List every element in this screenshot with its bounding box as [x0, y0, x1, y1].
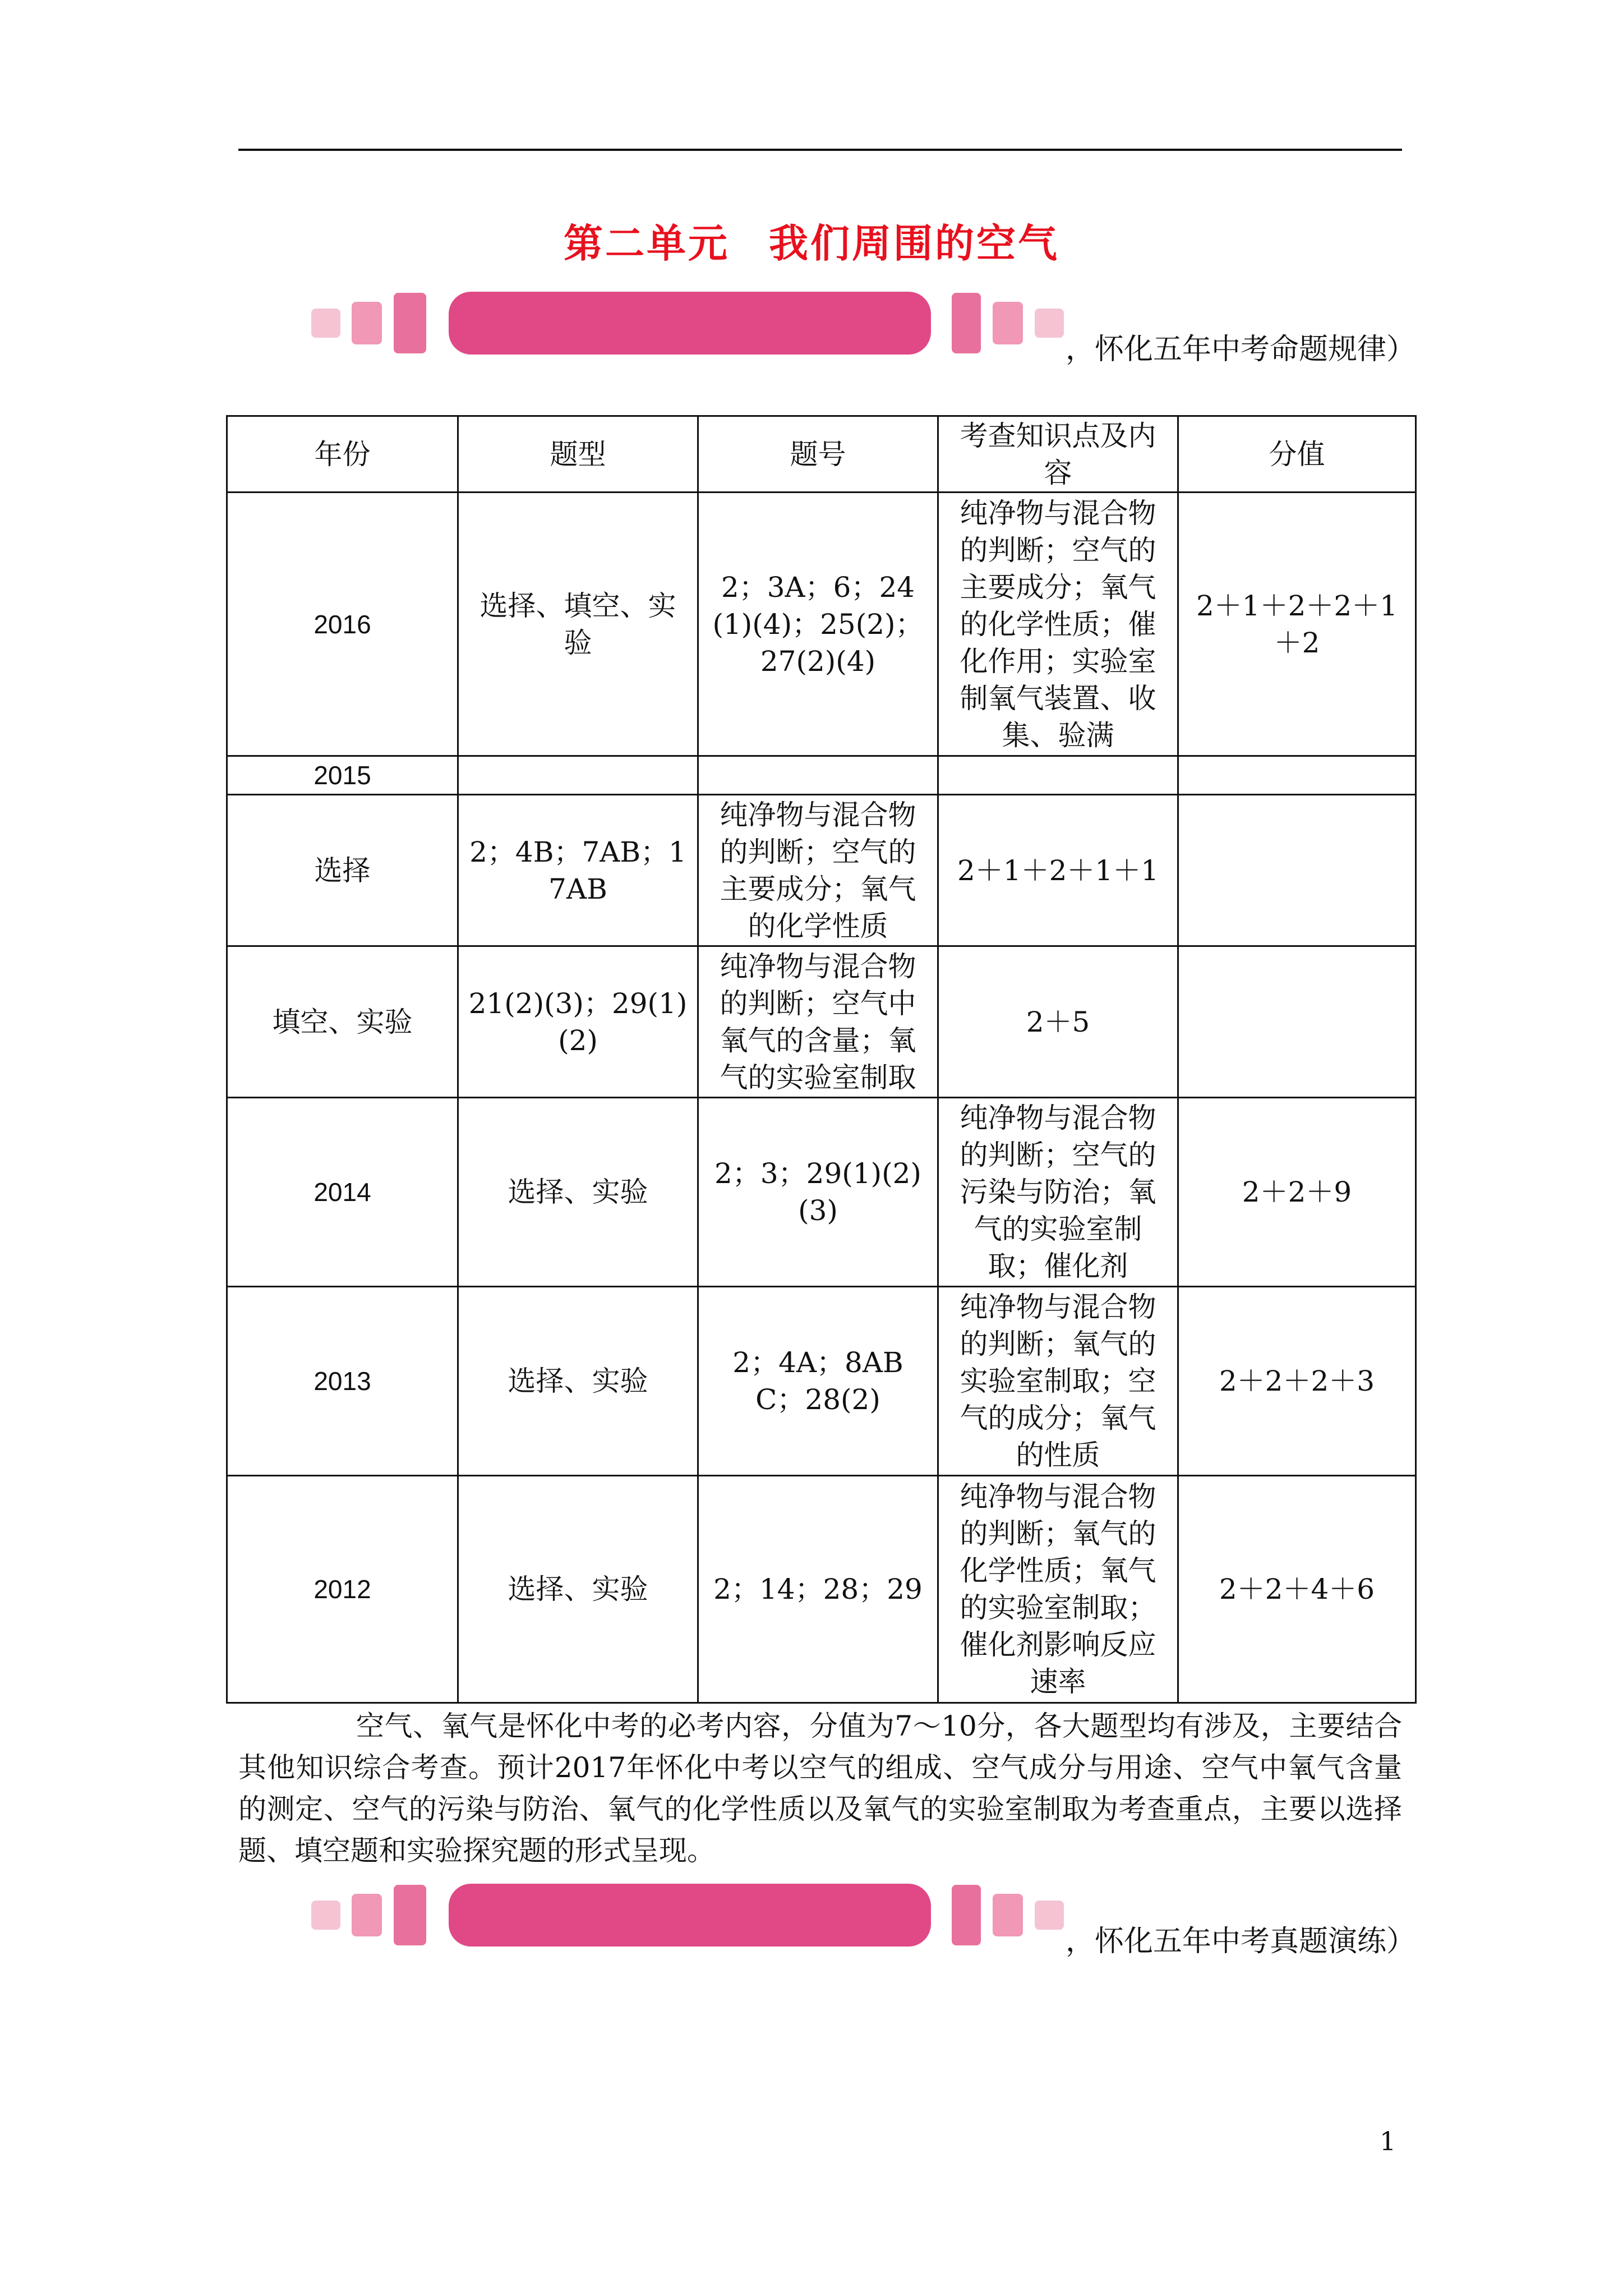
table-cell: 2＋2＋2＋3: [1178, 1287, 1416, 1476]
table-cell: 21(2)(3)；29(1)(2): [458, 946, 698, 1098]
decor-square: [311, 1901, 340, 1930]
table-cell: [938, 756, 1178, 795]
table-cell: 2012: [227, 1476, 458, 1703]
header-cell: 考查知识点及内容: [938, 416, 1178, 493]
decor-square: [993, 1894, 1023, 1936]
table-cell: [698, 756, 938, 795]
table-cell: 2016: [227, 493, 458, 756]
table-cell: 选择: [227, 795, 458, 946]
decor-square: [993, 302, 1023, 344]
decor-square: [952, 293, 981, 353]
table-cell: 纯净物与混合物的判断；氧气的化学性质；氧气的实验室制取；催化剂影响反应速率: [938, 1476, 1178, 1703]
decor-square: [1035, 1901, 1064, 1930]
header-cell: 年份: [227, 416, 458, 493]
exam-table: [226, 415, 1417, 1704]
decor-square: [394, 1885, 426, 1945]
table-header-row: [227, 416, 1416, 493]
table-cell: [1178, 795, 1416, 946]
table-cell: 2；3；29(1)(2)(3): [698, 1098, 938, 1287]
title-unit: 第二单元: [564, 220, 730, 266]
decor-square: [352, 1894, 382, 1936]
table-row: [227, 756, 1416, 795]
decor-square: [394, 293, 426, 353]
section-banner-1: [0, 292, 1623, 366]
table-cell: 2＋5: [938, 946, 1178, 1098]
header-cell: 题号: [698, 416, 938, 493]
table-cell: [1178, 756, 1416, 795]
table-cell: 选择、实验: [458, 1287, 698, 1476]
decor-square: [1035, 309, 1064, 338]
table-row: [227, 493, 1416, 756]
table-cell: 纯净物与混合物的判断；空气的主要成分；氧气的化学性质；催化作用；实验室制氧气装置、收集、验满: [938, 493, 1178, 756]
table-row: [227, 1476, 1416, 1703]
table-cell: 2015: [227, 756, 458, 795]
table-cell: 选择、填空、实验: [458, 493, 698, 756]
table-cell: 纯净物与混合物的判断；氧气的实验室制取；空气的成分；氧气的性质: [938, 1287, 1178, 1476]
table-cell: 纯净物与混合物的判断；空气的污染与防治；氧气的实验室制取；催化剂: [938, 1098, 1178, 1287]
table-cell: 2；4A；8ABC；28(2): [698, 1287, 938, 1476]
banner-pill: [449, 1884, 931, 1947]
table-cell: 2＋2＋4＋6: [1178, 1476, 1416, 1703]
header-cell: 题型: [458, 416, 698, 493]
table-cell: 2＋2＋9: [1178, 1098, 1416, 1287]
table-cell: 2＋1＋2＋2＋1＋2: [1178, 493, 1416, 756]
decor-square: [952, 1885, 981, 1945]
decor-square: [352, 302, 382, 344]
section-banner-2: [0, 1884, 1623, 1958]
banner-label: ，怀化五年中考命题规律）: [1066, 333, 1416, 366]
table-cell: 2；3A；6；24(1)(4)；25(2)；27(2)(4): [698, 493, 938, 756]
table-cell: 2；14；28；29: [698, 1476, 938, 1703]
table-cell: 2；4B；7AB；17AB: [458, 795, 698, 946]
table-cell: [458, 756, 698, 795]
title-topic: 我们周围的空气: [769, 220, 1059, 266]
table-cell: 2＋1＋2＋1＋1: [938, 795, 1178, 946]
table-cell: 选择、实验: [458, 1098, 698, 1287]
header-cell: 分值: [1178, 416, 1416, 493]
table-row: [227, 946, 1416, 1098]
table-cell: 选择、实验: [458, 1476, 698, 1703]
table-cell: 纯净物与混合物的判断；空气的主要成分；氧气的化学性质: [698, 795, 938, 946]
table-cell: [1178, 946, 1416, 1098]
banner-label: ，怀化五年中考真题演练）: [1066, 1925, 1416, 1958]
decor-square: [311, 309, 340, 338]
table-row: [227, 795, 1416, 946]
page-number: 1: [1380, 2126, 1396, 2156]
banner-pill: [449, 292, 931, 355]
summary-paragraph: 空气、氧气是怀化中考的必考内容，分值为7～10分，各大题型均有涉及，主要结合其他知识综合考查。预计2017年怀化中考以空气的组成、空气成分与用途、空气中氧气含量的测定、空气的污染与防治、氧气的化学性质以及氧气的实验室制取为考查重点，主要以选择题、填空题和实验探究题的形式呈现。: [238, 1710, 1402, 1867]
table-cell: 纯净物与混合物的判断；空气中氧气的含量；氧气的实验室制取: [698, 946, 938, 1098]
top-rule: [238, 149, 1402, 151]
table-row: [227, 1098, 1416, 1287]
table-row: [227, 1287, 1416, 1476]
table-cell: 2013: [227, 1287, 458, 1476]
table-cell: 2014: [227, 1098, 458, 1287]
table-cell: 填空、实验: [227, 946, 458, 1098]
page-title: [0, 212, 1623, 269]
